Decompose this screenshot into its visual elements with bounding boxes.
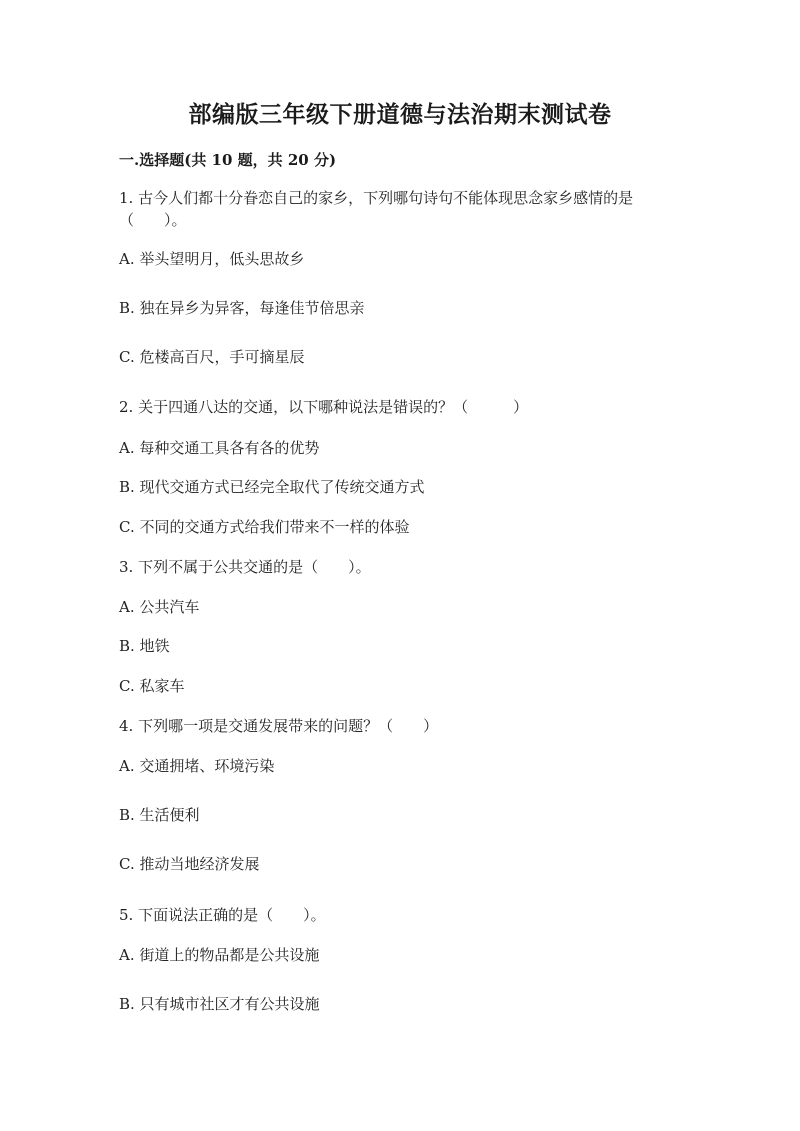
question-5-stem: 5. 下面说法正确的是（ ）。 <box>119 906 326 924</box>
section-heading: 一.选择题(共 10 题，共 20 分) <box>119 151 337 169</box>
question-4-stem: 4. 下列哪一项是交通发展带来的问题？（ ） <box>119 717 439 735</box>
question-2-option-b: B. 现代交通方式已经完全取代了传统交通方式 <box>119 478 425 496</box>
question-5-option-b: B. 只有城市社区才有公共设施 <box>119 995 320 1013</box>
page-title: 部编版三年级下册道德与法治期末测试卷 <box>188 101 612 128</box>
question-3-stem: 3. 下列不属于公共交通的是（ ）。 <box>119 558 371 576</box>
question-4-option-a: A. 交通拥堵、环境污染 <box>119 757 275 775</box>
question-3-option-c: C. 私家车 <box>119 677 185 695</box>
question-2-option-c: C. 不同的交通方式给我们带来不一样的体验 <box>119 518 410 536</box>
question-1-stem-line-2: （ ）。 <box>119 211 187 229</box>
question-4-option-c: C. 推动当地经济发展 <box>119 855 260 873</box>
question-1-stem-line-1: 1. 古今人们都十分眷恋自己的家乡，下列哪句诗句不能体现思念家乡感情的是 <box>119 189 634 207</box>
question-4-option-b: B. 生活便利 <box>119 806 200 824</box>
question-1-option-b: B. 独在异乡为异客，每逢佳节倍思亲 <box>119 299 365 317</box>
question-2-stem: 2. 关于四通八达的交通，以下哪种说法是错误的？（ ） <box>119 398 529 416</box>
question-3-option-b: B. 地铁 <box>119 637 170 655</box>
question-1-option-c: C. 危楼高百尺，手可摘星辰 <box>119 348 305 366</box>
question-3-option-a: A. 公共汽车 <box>119 598 200 616</box>
question-2-option-a: A. 每种交通工具各有各的优势 <box>119 439 320 457</box>
question-1-option-a: A. 举头望明月，低头思故乡 <box>119 250 305 268</box>
question-5-option-a: A. 街道上的物品都是公共设施 <box>119 946 320 964</box>
